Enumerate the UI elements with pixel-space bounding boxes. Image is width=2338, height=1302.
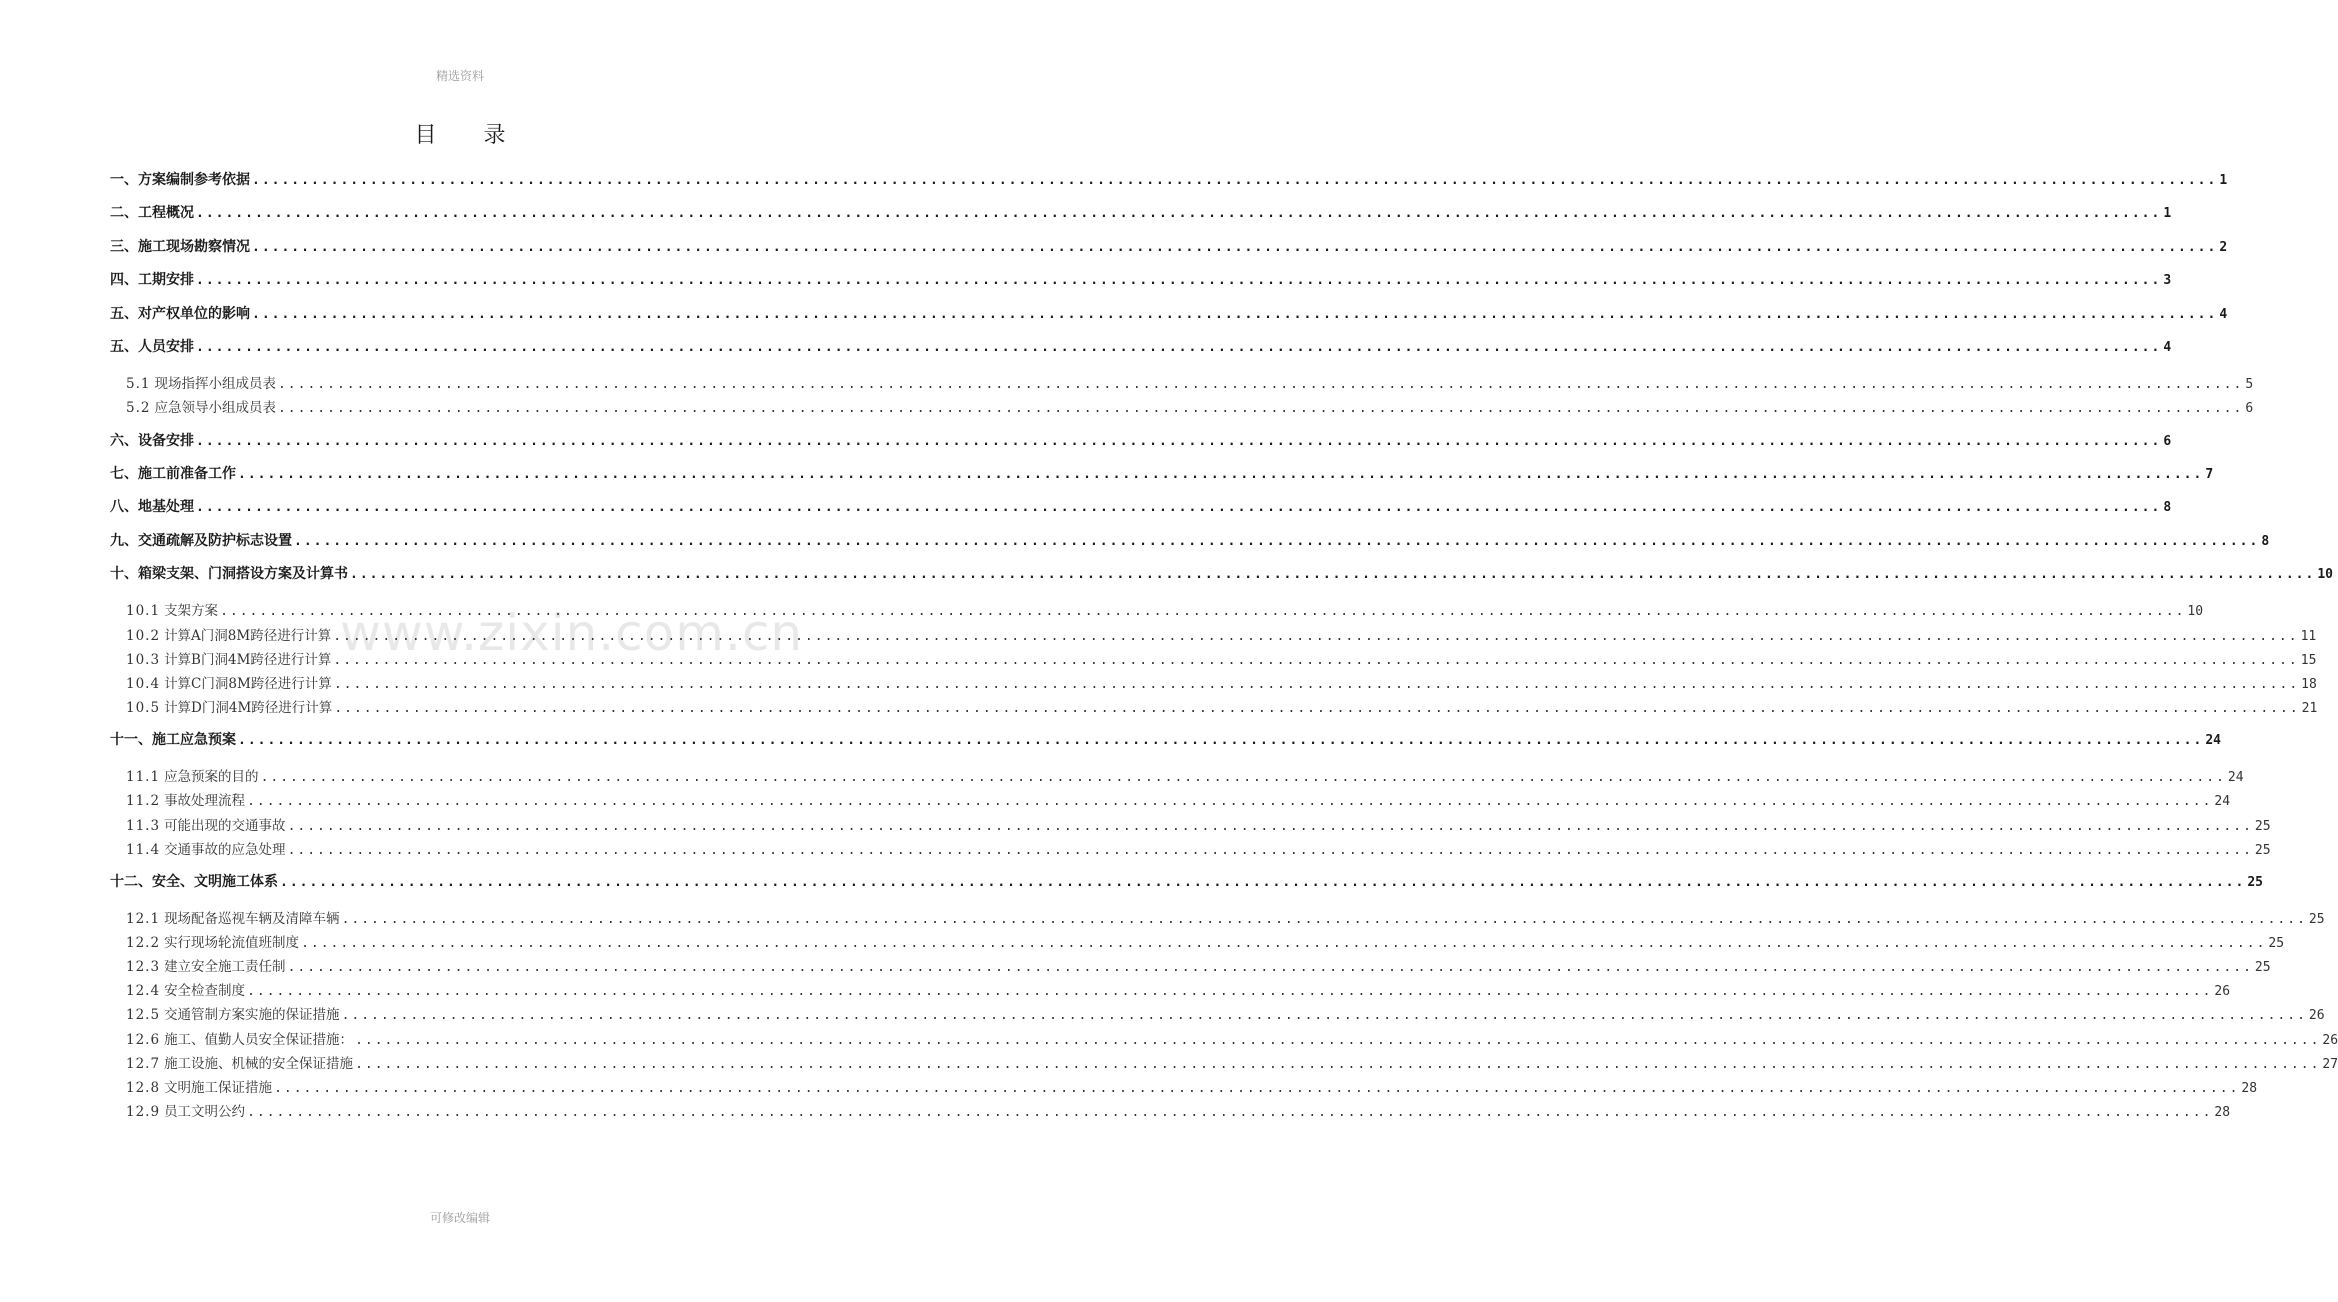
toc-chapter-entry[interactable] — [110, 233, 2228, 266]
toc-entry-title: 施工、值勤人员安全保证措施： — [164, 1031, 354, 1048]
toc-page-number: 11 — [2300, 628, 2317, 644]
toc-section-entry[interactable] — [110, 955, 2271, 979]
toc-dot-leader: ........................................................................................................................................................................................................ — [252, 306, 2218, 322]
toc-dot-leader: ........................................................................................................................................................................................................ — [196, 339, 2162, 355]
page-header: 精选资料 — [435, 69, 484, 83]
toc-section-number: 11.2 — [126, 793, 161, 810]
toc-chapter-entry[interactable] — [110, 266, 2172, 299]
toc-entry-label — [110, 427, 194, 455]
toc-dot-leader: ........................................................................................................................................................................................................ — [238, 466, 2204, 482]
toc-section-entry[interactable] — [110, 599, 2204, 623]
toc-dot-leader: ........................................................................................................................................................................................................ — [294, 533, 2260, 549]
toc-section-number: 11.4 — [126, 841, 161, 858]
toc-entry-label — [110, 726, 236, 754]
toc-entry-title: 计算A门洞8M跨径进行计算 — [164, 627, 332, 644]
toc-entry-title: 安全检查制度 — [164, 983, 246, 1000]
toc-entry-title: 计算D门洞4M跨径进行计算 — [164, 699, 333, 716]
toc-dot-leader: ........................................................................................................................................................................................................ — [333, 676, 2300, 692]
toc-dot-leader: ........................................................................................................................................................................................................ — [333, 652, 2299, 668]
toc-section-entry[interactable] — [110, 907, 2325, 931]
toc-entry-label — [126, 931, 299, 955]
toc-page-number: 25 — [2308, 912, 2325, 928]
toc-dot-leader: ........................................................................................................................................................................................................ — [334, 700, 2300, 716]
toc-entry-title: 可能出现的交通事故 — [164, 817, 286, 834]
toc-entry-label — [110, 199, 194, 227]
toc-section-number: 12.1 — [126, 911, 161, 928]
toc-page-number: 21 — [2301, 700, 2318, 716]
toc-entry-title: 现场指挥小组成员表 — [154, 376, 276, 393]
toc-dot-leader: ........................................................................................................................................................................................................ — [274, 1080, 2240, 1096]
toc-section-entry[interactable] — [110, 1076, 2258, 1100]
toc-section-entry[interactable] — [110, 372, 2254, 396]
toc-entry-label — [126, 396, 276, 420]
toc-page-number: 28 — [2214, 1104, 2231, 1120]
toc-page-number: 10 — [2187, 604, 2204, 620]
toc-entry-title: 十二、安全、文明施工体系 — [110, 873, 278, 890]
toc-dot-leader: ........................................................................................................................................................................................................ — [196, 273, 2162, 289]
toc-entry-title: 文明施工保证措施 — [164, 1079, 273, 1096]
toc-section-number: 5.1 — [126, 376, 151, 393]
toc-dot-leader: ........................................................................................................................................................................................................ — [355, 1056, 2321, 1072]
toc-entry-label — [110, 868, 278, 896]
toc-section-number: 11.1 — [126, 769, 161, 786]
toc-entry-title: 现场配备巡视车辆及清障车辆 — [164, 911, 340, 928]
toc-section-number: 10.1 — [126, 603, 161, 620]
toc-page-number: 24 — [2214, 794, 2231, 810]
toc-section-entry[interactable] — [110, 396, 2254, 420]
toc-entry-label — [126, 648, 331, 672]
toc-page-number: 24 — [2205, 732, 2221, 748]
toc-entry-label — [110, 233, 250, 261]
toc-page-number: 27 — [2322, 1056, 2338, 1072]
toc-dot-leader: ........................................................................................................................................................................................................ — [247, 984, 2213, 1000]
toc-entry-label — [126, 838, 286, 862]
toc-chapter-entry[interactable] — [110, 493, 2172, 526]
toc-dot-leader: ........................................................................................................................................................................................................ — [252, 173, 2218, 188]
toc-entry-title: 实行现场轮流值班制度 — [164, 935, 300, 952]
toc-page-number: 6 — [2163, 433, 2172, 449]
toc-page-number: 28 — [2241, 1080, 2258, 1096]
toc-page-number: 15 — [2300, 652, 2317, 668]
toc-chapter-entry[interactable] — [110, 333, 2172, 366]
toc-entry-title: 二、工程概况 — [110, 205, 194, 222]
toc-entry-label — [110, 493, 194, 521]
toc-entry-label — [126, 1003, 340, 1027]
toc-section-number: 12.7 — [126, 1055, 161, 1072]
toc-entry-label — [126, 1100, 245, 1124]
toc-entry-label — [110, 266, 194, 294]
toc-entry-label — [110, 560, 348, 588]
page-footer: 可修改编辑 — [429, 1211, 490, 1225]
toc-dot-leader: ........................................................................................................................................................................................................ — [252, 239, 2218, 255]
toc-dot-leader: ........................................................................................................................................................................................................ — [341, 912, 2307, 928]
toc-entry-label — [110, 166, 250, 194]
toc-page-number: 25 — [2254, 842, 2271, 858]
toc-dot-leader: ........................................................................................................................................................................................................ — [260, 770, 2226, 786]
toc-entry-label — [126, 372, 276, 396]
toc-page-number: 25 — [2247, 874, 2263, 890]
toc-entry-label — [126, 765, 259, 789]
toc-section-number: 10.3 — [126, 651, 161, 668]
toc-dot-leader: ........................................................................................................................................................................................................ — [287, 842, 2253, 858]
toc-page-number: 24 — [2227, 770, 2244, 786]
toc-dot-leader: ........................................................................................................................................................................................................ — [247, 1104, 2213, 1120]
toc-entry-title: 交通事故的应急处理 — [164, 841, 286, 858]
toc-section-entry[interactable] — [110, 1003, 2325, 1027]
toc-entry-title: 四、工期安排 — [110, 272, 194, 289]
toc-entry-title: 建立安全施工责任制 — [164, 959, 286, 976]
toc-section-number: 5.2 — [126, 400, 151, 417]
toc-dot-leader: ........................................................................................................................................................................................................ — [196, 433, 2162, 449]
toc-entry-title: 三、施工现场勘察情况 — [110, 238, 250, 255]
toc-section-number: 12.3 — [126, 959, 161, 976]
toc-section-entry[interactable] — [110, 672, 2317, 696]
toc-chapter-entry[interactable] — [110, 460, 2214, 493]
toc-entry-title: 员工文明公约 — [164, 1103, 246, 1120]
toc-entry-title: 应急预案的目的 — [164, 769, 259, 786]
toc-entry-title: 五、人员安排 — [110, 338, 194, 355]
toc-dot-leader: ........................................................................................................................................................................................................ — [333, 628, 2299, 644]
toc-dot-leader: ........................................................................................................................................................................................................ — [196, 206, 2162, 222]
toc-dot-leader: ........................................................................................................................................................................................................ — [277, 377, 2244, 393]
watermark: www.zixin.com.cn — [340, 604, 804, 662]
toc-entry-title: 九、交通疏解及防护标志设置 — [110, 532, 292, 549]
toc-dot-leader: ........................................................................................................................................................................................................ — [277, 401, 2244, 417]
toc-dot-leader: ........................................................................................................................................................................................................ — [280, 874, 2246, 890]
toc-section-entry[interactable] — [110, 979, 2231, 1003]
toc-section-entry[interactable] — [110, 789, 2231, 813]
toc-page-number: 26 — [2322, 1032, 2338, 1048]
toc-page-number: 1 — [2219, 173, 2228, 188]
toc-chapter-entry[interactable] — [110, 527, 2270, 560]
toc-entry-label — [110, 527, 292, 555]
toc-page-number: 4 — [2219, 306, 2228, 322]
toc-entry-label — [126, 814, 286, 838]
toc-section-number: 12.6 — [126, 1031, 161, 1048]
toc-page-number: 10 — [2317, 567, 2333, 583]
toc-chapter-entry[interactable] — [110, 300, 2228, 333]
toc-section-number: 12.4 — [126, 983, 161, 1000]
toc-page-number: 25 — [2254, 818, 2271, 834]
toc-entry-title: 六、设备安排 — [110, 432, 194, 449]
toc-entry-label — [126, 599, 218, 623]
toc-chapter-entry[interactable] — [110, 868, 2263, 901]
toc-entry-label — [126, 672, 332, 696]
toc-section-entry[interactable] — [110, 648, 2317, 672]
toc-section-number: 10.4 — [126, 675, 161, 692]
toc-entry-title: 施工设施、机械的安全保证措施 — [164, 1055, 354, 1072]
toc-dot-leader: ........................................................................................................................................................................................................ — [301, 936, 2267, 952]
toc-section-entry[interactable] — [110, 1028, 2338, 1052]
toc-page-number: 6 — [2245, 401, 2254, 417]
toc-dot-leader: ........................................................................................................................................................................................................ — [287, 960, 2253, 976]
toc-section-entry[interactable] — [110, 624, 2317, 648]
toc-chapter-entry[interactable] — [110, 427, 2172, 460]
toc-page-number: 2 — [2219, 239, 2228, 255]
toc-dot-leader: ........................................................................................................................................................................................................ — [238, 732, 2204, 748]
page-title: 目 录 — [414, 123, 526, 148]
toc-entry-label — [126, 955, 286, 979]
toc-dot-leader: ........................................................................................................................................................................................................ — [220, 604, 2186, 620]
toc-entry-title: 十、箱梁支架、门洞搭设方案及计算书 — [110, 566, 348, 583]
toc-page-number: 25 — [2254, 960, 2271, 976]
toc-entry-title: 计算B门洞4M跨径进行计算 — [164, 651, 332, 668]
toc-chapter-entry[interactable] — [110, 726, 2221, 759]
toc-entry-label — [126, 1076, 272, 1100]
toc-page-number: 25 — [2268, 936, 2285, 952]
toc-entry-title: 应急领导小组成员表 — [154, 400, 276, 417]
toc-section-number: 12.8 — [126, 1079, 161, 1096]
toc-entry-title: 事故处理流程 — [164, 793, 246, 810]
toc-entry-title: 十一、施工应急预案 — [110, 731, 236, 748]
toc-section-entry[interactable] — [110, 1052, 2338, 1076]
toc-page-number: 26 — [2214, 984, 2231, 1000]
toc-section-entry[interactable] — [110, 838, 2271, 862]
toc-entry-label — [126, 907, 340, 931]
toc-section-entry[interactable] — [110, 1100, 2231, 1124]
toc-entry-title: 七、施工前准备工作 — [110, 465, 236, 482]
toc-section-number: 12.9 — [126, 1103, 161, 1120]
toc-dot-leader: ........................................................................................................................................................................................................ — [350, 567, 2316, 583]
toc-entry-label — [126, 696, 332, 720]
toc-dot-leader: ........................................................................................................................................................................................................ — [196, 500, 2162, 516]
toc-dot-leader: ........................................................................................................................................................................................................ — [247, 794, 2213, 810]
toc-dot-leader: ........................................................................................................................................................................................................ — [341, 1008, 2307, 1024]
toc-entry-title: 交通管制方案实施的保证措施 — [164, 1007, 340, 1024]
toc-entry-label — [126, 789, 245, 813]
toc-section-entry[interactable] — [110, 765, 2244, 789]
toc-page-number: 5 — [2245, 377, 2254, 393]
toc-page-number: 7 — [2205, 466, 2214, 482]
toc-section-number: 12.2 — [126, 935, 161, 952]
toc-page-number: 8 — [2261, 533, 2270, 549]
toc-dot-leader: ........................................................................................................................................................................................................ — [355, 1032, 2321, 1048]
toc-section-number: 10.2 — [126, 627, 161, 644]
toc-section-entry[interactable] — [110, 696, 2318, 720]
toc-page-number: 4 — [2163, 339, 2172, 355]
toc-section-number: 12.5 — [126, 1007, 161, 1024]
toc-entry-label — [110, 460, 236, 488]
toc-chapter-entry[interactable] — [110, 199, 2172, 232]
toc-entry-label — [110, 300, 250, 328]
toc-entry-label — [126, 624, 331, 648]
toc-entry-title: 一、方案编制参考依据 — [110, 172, 250, 188]
toc-section-entry[interactable] — [110, 931, 2285, 955]
toc-entry-title: 八、地基处理 — [110, 499, 194, 516]
toc-page-number: 8 — [2163, 500, 2172, 516]
toc-chapter-entry[interactable] — [110, 560, 2333, 593]
toc-section-number: 11.3 — [126, 817, 161, 834]
toc-page-number: 26 — [2308, 1008, 2325, 1024]
toc-page-number: 18 — [2301, 676, 2317, 692]
toc-dot-leader: ........................................................................................................................................................................................................ — [287, 818, 2253, 834]
toc-entry-label — [126, 979, 245, 1003]
toc-entry-title: 计算C门洞8M跨径进行计算 — [164, 675, 332, 692]
toc-section-entry[interactable] — [110, 814, 2271, 838]
toc-page-number: 3 — [2163, 273, 2172, 289]
toc-page-number: 1 — [2163, 206, 2172, 222]
toc-entry-title: 五、对产权单位的影响 — [110, 305, 250, 322]
toc-entry-label — [110, 333, 194, 361]
table-of-contents — [110, 166, 2338, 1124]
toc-chapter-entry[interactable] — [110, 166, 2228, 199]
toc-entry-title: 支架方案 — [164, 603, 219, 620]
toc-entry-label — [126, 1028, 353, 1052]
toc-section-number: 10.5 — [126, 699, 161, 716]
toc-entry-label — [126, 1052, 353, 1076]
